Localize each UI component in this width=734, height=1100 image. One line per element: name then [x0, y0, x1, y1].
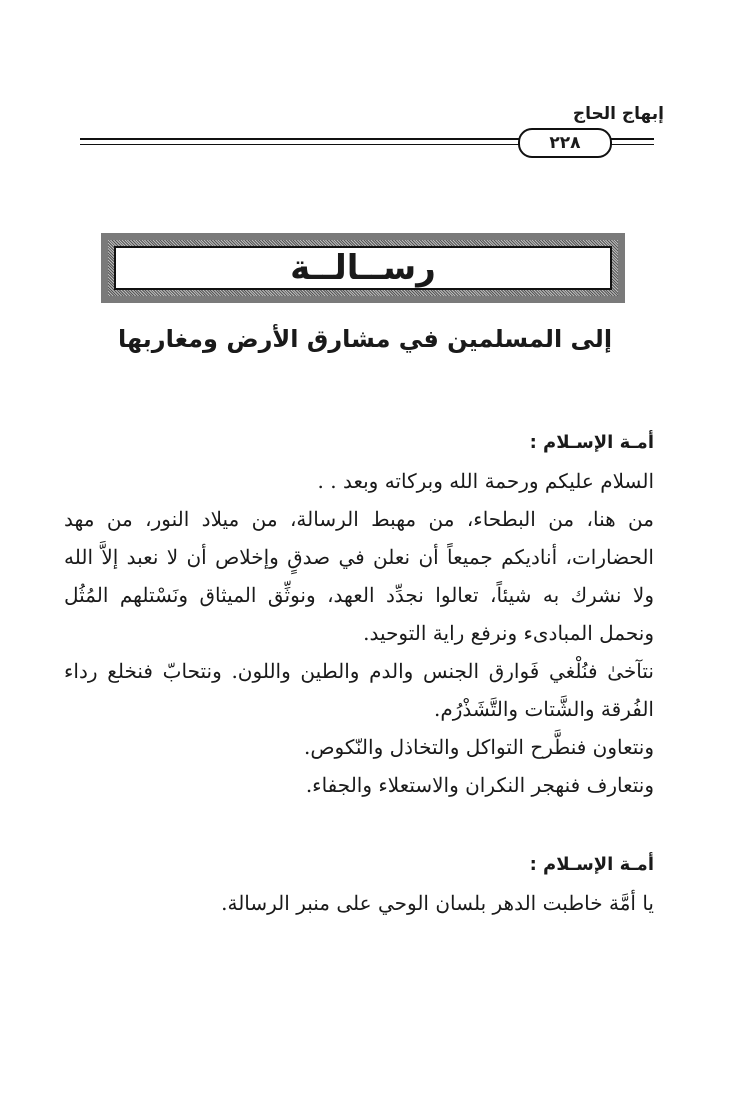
page-number: ٢٢٨ — [518, 128, 612, 158]
paragraph: ونتعاون فنطَّرح التواكل والتخاذل والنّكوص. — [303, 735, 654, 759]
page-subtitle: إلى المسلمين في مشارق الأرض ومغاربها — [117, 325, 613, 353]
paragraph: نتآخىٰ فنُلْغي فَوارق الجنس والدم والطين واللون. ونتحابّ فنخلع رداء الفُرقة والشَّتات والتَّشَذْرُم. — [64, 659, 654, 721]
page-title: رســالــة — [114, 246, 612, 290]
section-gap — [64, 804, 654, 846]
paragraph: ونتعارف فنهجر النكران والاستعلاء والجفاء. — [305, 773, 654, 797]
body-text — [64, 424, 654, 922]
section-heading: أمـة الإسـلام : — [529, 432, 654, 453]
running-title: إبهاج الحاج — [572, 104, 664, 124]
section-heading: أمـة الإسـلام : — [529, 854, 654, 875]
paragraph: السلام عليكم ورحمة الله وبركاته وبعد . . — [317, 469, 654, 493]
title-frame — [101, 233, 625, 303]
paragraph: يا أمَّة خاطبت الدهر بلسان الوحي على منبر الرسالة. — [221, 891, 654, 915]
paragraph: من هنا، من البطحاء، من مهبط الرسالة، من ميلاد النور، من مهد الحضارات، أناديكم جميعاً أن نعلن في صدقٍ وإخلاص أن لا نعبد إلاَّ الله ولا نشرك به شيئاً، تعالوا نجدِّد العهد، ونوثِّق الميثاق ونَسْتلهم المُثُل ونحمل المبادىء ونرفع راية التوحيد. — [64, 507, 654, 645]
header-rule — [80, 124, 654, 160]
